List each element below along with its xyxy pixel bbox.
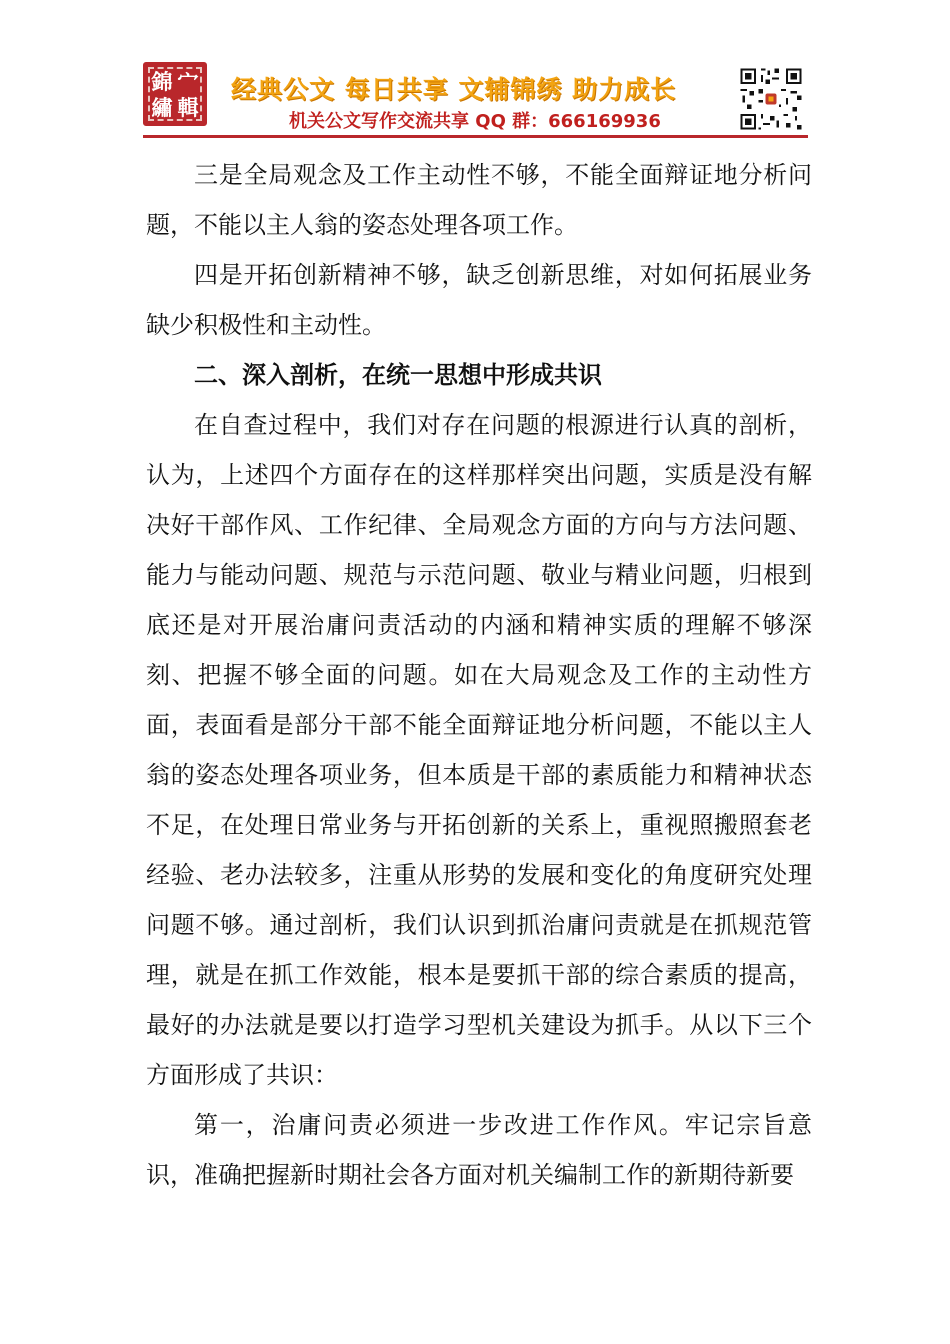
- section-heading: 二、深入剖析，在统一思想中形成共识: [194, 361, 602, 389]
- paragraph: 四是开拓创新精神不够，缺乏创新思维，对如何拓展业务缺少积极性和主动性。: [146, 261, 812, 339]
- paragraph: 三是全局观念及工作主动性不够，不能全面辩证地分析问题，不能以主人翁的姿态处理各项工作。: [146, 161, 812, 239]
- document-header: [143, 58, 808, 138]
- seal-char: 輯: [177, 95, 199, 120]
- header-divider: [143, 135, 808, 138]
- qr-code-icon: [738, 66, 804, 132]
- paragraph: 在自查过程中，我们对存在问题的根源进行认真的剖析，认为，上述四个方面存在的这样那样突出问题，实质是没有解决好干部作风、工作纪律、全局观念方面的方向与方法问题、能力与能动问题、规范与示范问题、敬业与精业问题，归根到底还是对开展治庸问责活动的内涵和精神实质的理解不够深刻、把握不够全面的问题。如在大局观念及工作的主动性方面，表面看是部分干部不能全面辩证地分析问题，不能以主人翁的姿态处理各项业务，但本质是干部的素质能力和精神状态不足，在处理日常业务与开拓创新的关系上，重视照搬照套老经验、老办法较多，注重从形势的发展和变化的角度研究处理问题不够。通过剖析，我们认识到抓治庸问责就是在抓规范管理，就是在抓工作效能，根本是要抓干部的综合素质的提高，最好的办法就是要以打造学习型机关建设为抓手。从以下三个方面形成了共识：: [146, 411, 812, 1089]
- seal-char: 繡: [151, 95, 173, 120]
- header-slogan: 经典公文 每日共享 文辅锦绣 助力成长: [231, 75, 677, 104]
- seal-char: 宀: [177, 69, 199, 94]
- seal-char: 錦: [151, 69, 173, 94]
- header-qq-group: 机关公文写作交流共享 QQ 群：666169936: [289, 111, 661, 132]
- document-body: [146, 150, 812, 1200]
- seal-logo: [143, 62, 207, 126]
- paragraph: 第一，治庸问责必须进一步改进工作作风。牢记宗旨意识，准确把握新时期社会各方面对机关编制工作的新期待新要: [146, 1111, 812, 1189]
